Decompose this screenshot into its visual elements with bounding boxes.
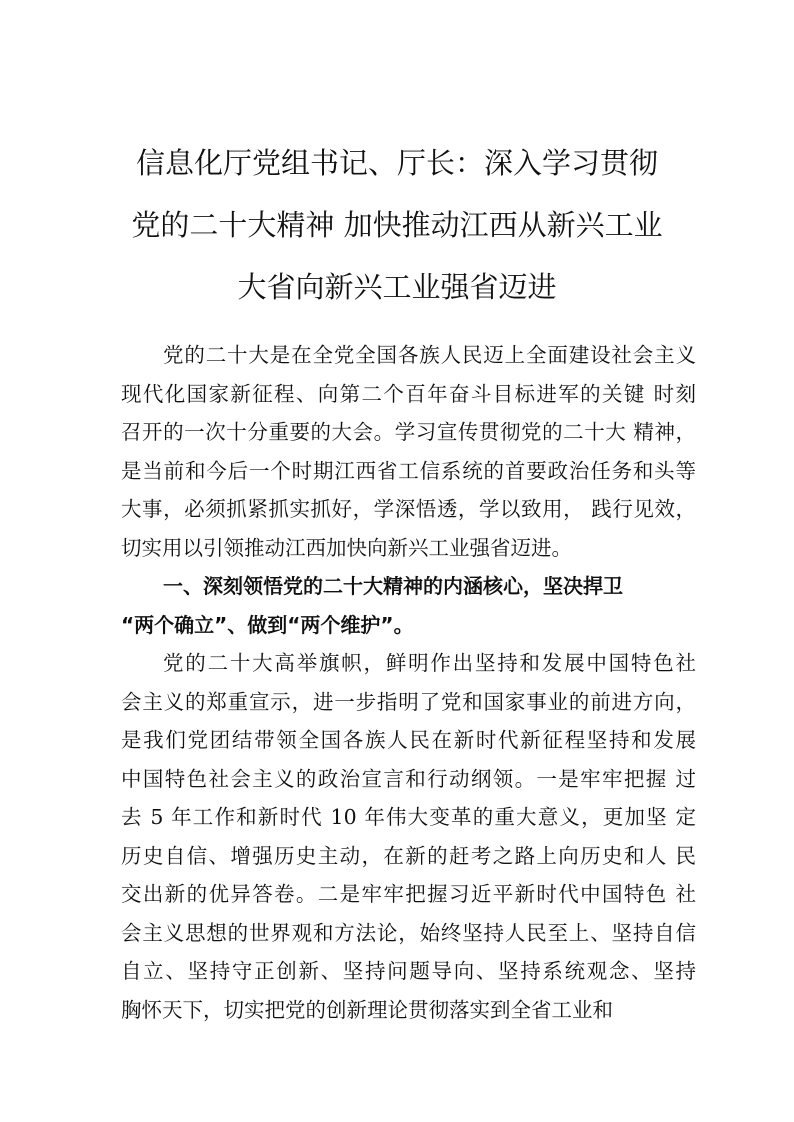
paragraph-intro xyxy=(121,336,696,567)
paragraph-line: 会主义的郑重宣示，进一步指明了党和国家事业的前进方向， xyxy=(121,689,696,714)
paragraph-line: 会主义思想的世界观和方法论，始终坚持人民至上、坚持自信 xyxy=(121,920,696,945)
paragraph-line: 现代化国家新征程、向第二个百年奋斗目标进军的关键 时刻 xyxy=(121,381,696,406)
paragraph-line: 胸怀天下，切实把党的创新理论贯彻落实到全省工业和 xyxy=(121,997,613,1022)
title-line-2: 党的二十大精神 加快推动江西从新兴工业 xyxy=(131,208,663,242)
heading-line: 一、深刻领悟党的二十大精神的内涵核心，坚决捍卫 xyxy=(163,574,623,598)
paragraph-section-1 xyxy=(121,644,696,1029)
paragraph-line: 自立、坚持守正创新、坚持问题导向、坚持系统观念、坚持 xyxy=(121,959,696,983)
paragraph-line: 大事，必须抓紧抓实抓好，学深悟透，学以致用， 践行见效， xyxy=(121,497,696,521)
title-line-1: 信息化厅党组书记、厅长：深入学习贯彻 xyxy=(135,146,658,180)
document-title xyxy=(100,132,694,318)
document-body xyxy=(121,336,696,1029)
section-heading-1 xyxy=(121,567,696,644)
paragraph-line: 交出新的优异答卷。二是牢牢把握习近平新时代中国特色 社 xyxy=(121,882,696,906)
paragraph-line: 党的二十大是在全党全国各族人民迈上全面建设社会主义 xyxy=(163,343,696,367)
title-line-3: 大省向新兴工业强省迈进 xyxy=(237,270,557,304)
heading-line: “两个确立”、做到“两个维护”。 xyxy=(121,612,414,637)
paragraph-line: 召开的一次十分重要的大会。学习宣传贯彻党的二十大 精神， xyxy=(121,420,696,444)
paragraph-line: 去 5 年工作和新时代 10 年伟大变革的重大意义，更加坚 定 xyxy=(121,805,696,829)
paragraph-line: 切实用以引领推动江西加快向新兴工业强省迈进。 xyxy=(121,535,572,560)
paragraph-line: 中国特色社会主义的政治宣言和行动纲领。一是牢牢把握 过 xyxy=(121,766,696,791)
paragraph-line: 历史自信、增强历史主动，在新的赶考之路上向历史和人 民 xyxy=(121,843,696,868)
paragraph-line: 是我们党团结带领全国各族人民在新时代新征程坚持和发展 xyxy=(121,728,696,752)
paragraph-line: 是当前和今后一个时期江西省工信系统的首要政治任务和头等 xyxy=(121,458,696,483)
paragraph-line: 党的二十大高举旗帜，鲜明作出坚持和发展中国特色社 xyxy=(163,651,696,675)
